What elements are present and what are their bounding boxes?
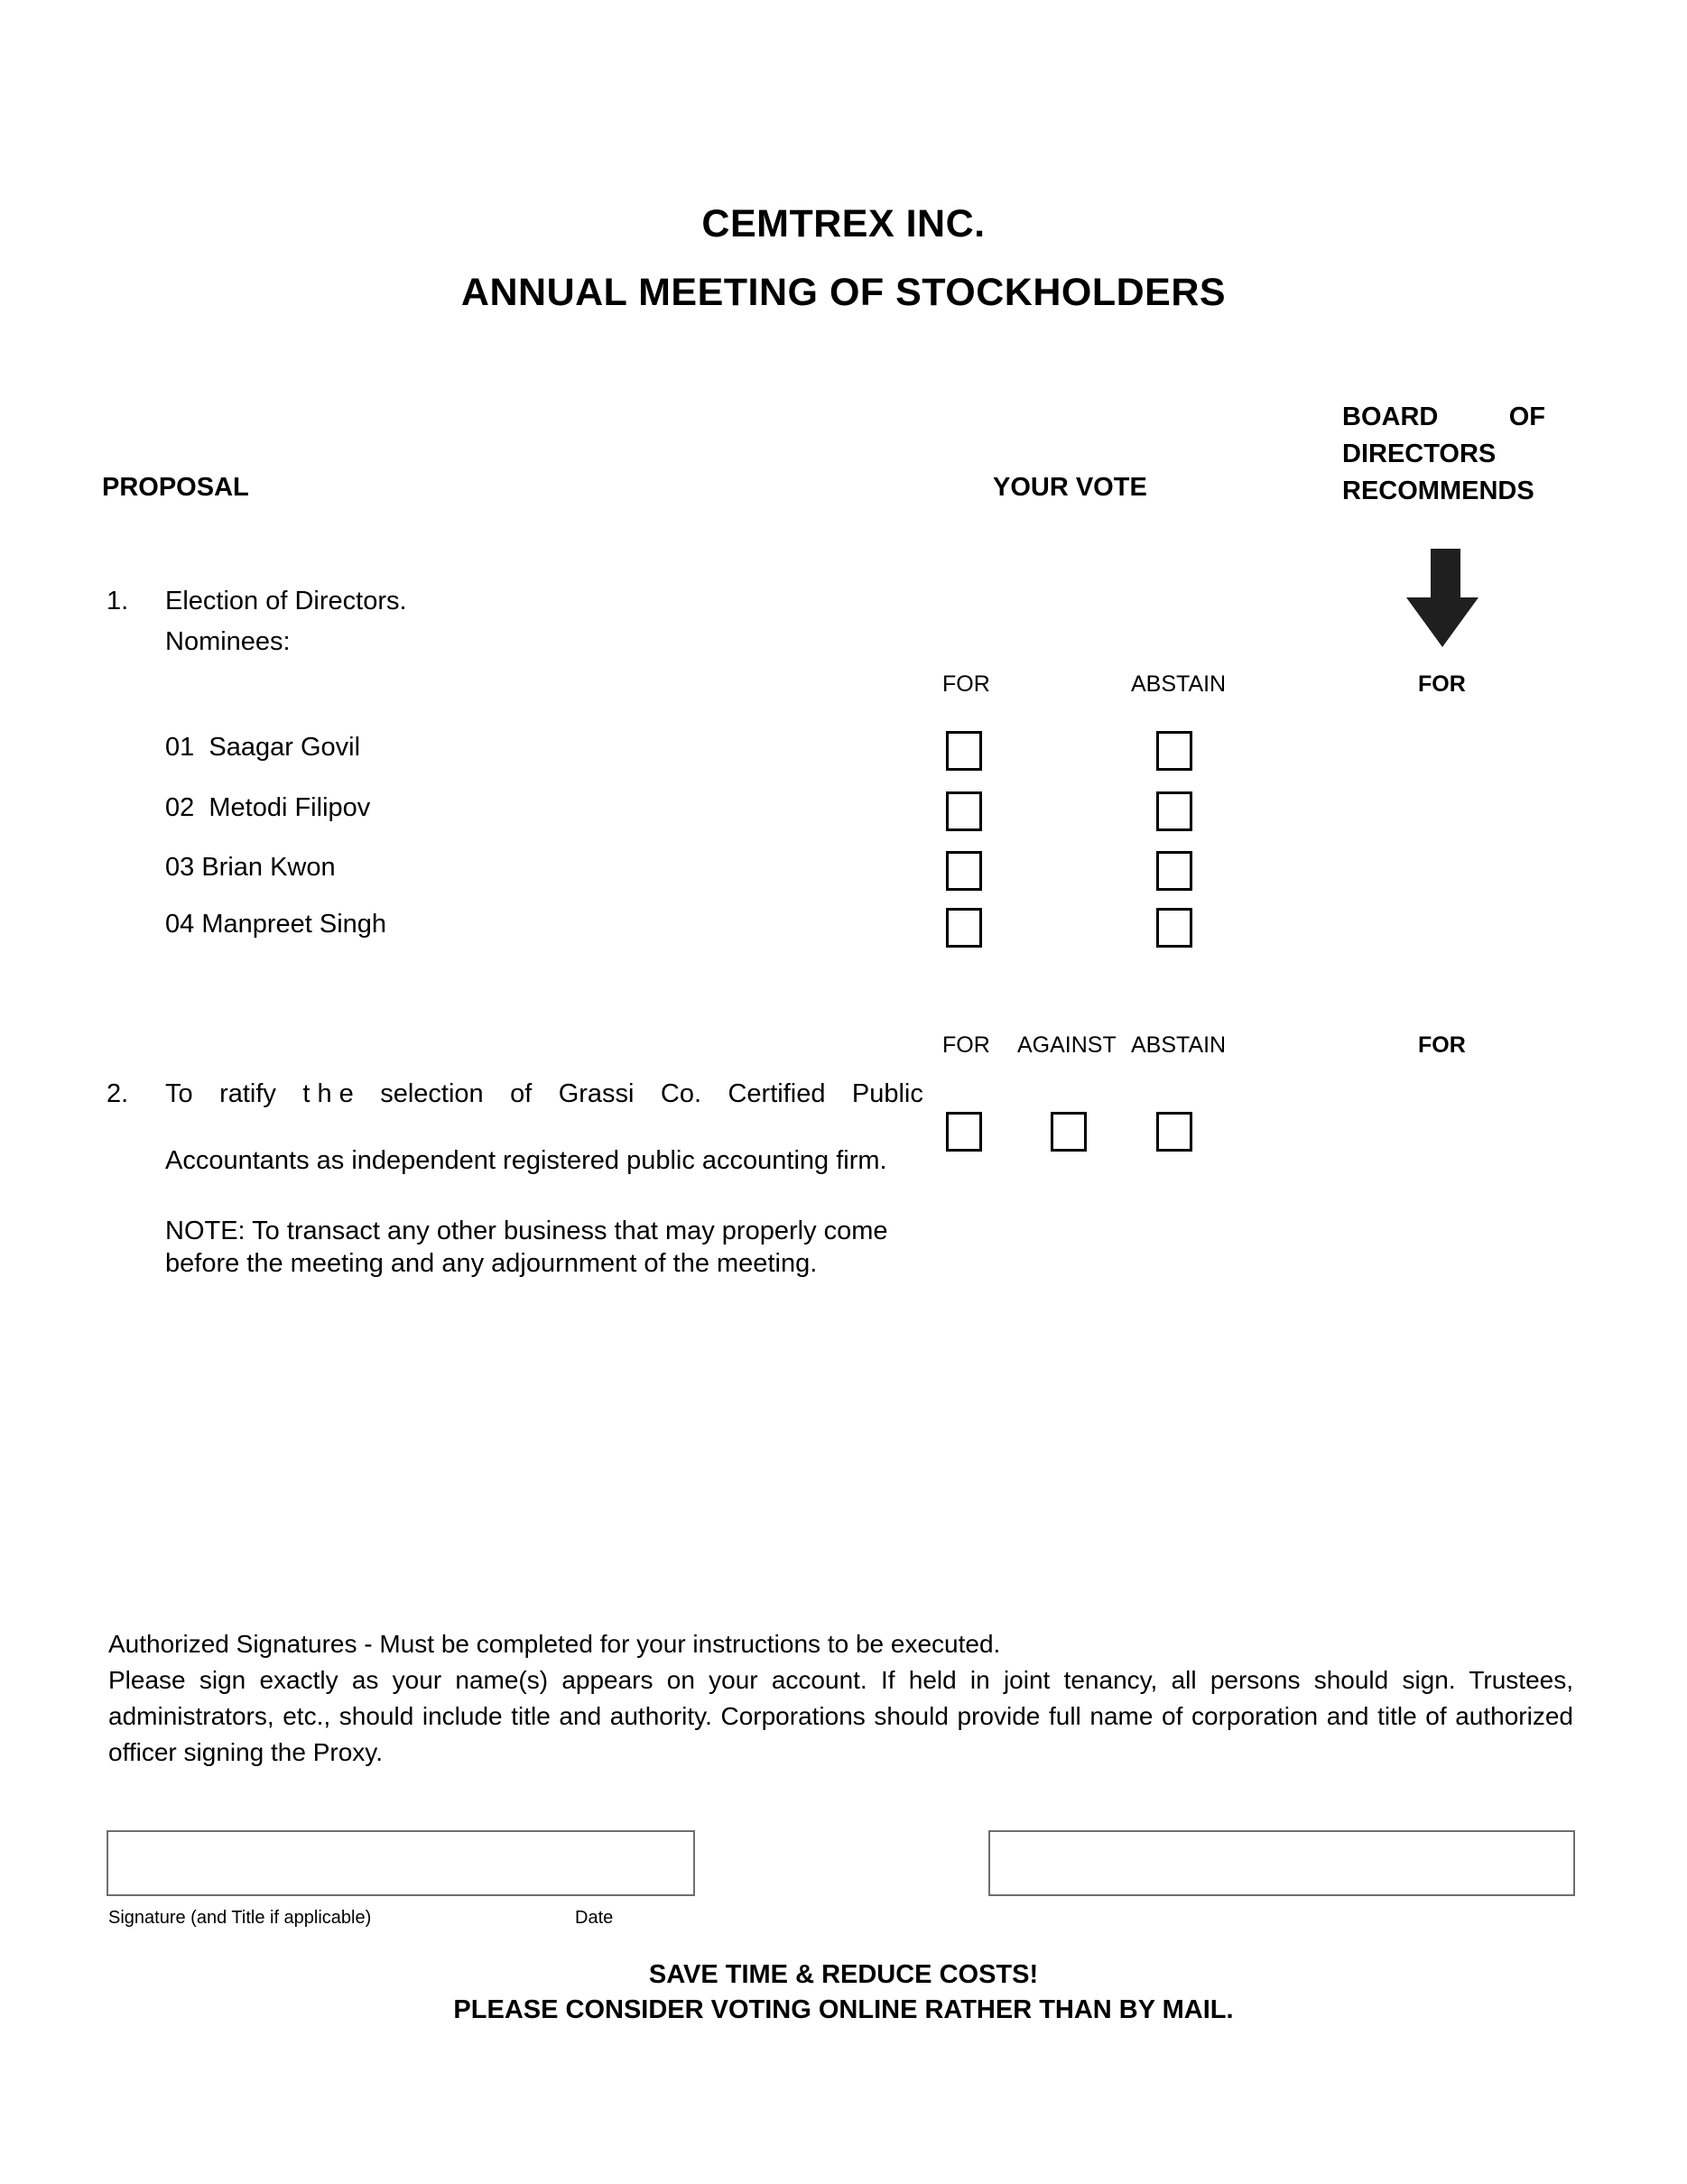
word: Public — [851, 1079, 923, 1108]
nominee-label-2: 02 Metodi Filipov — [165, 793, 371, 822]
authorized-signatures-heading: Authorized Signatures - Must be completed for your instructions to be executed. — [108, 1630, 1001, 1658]
word: To — [165, 1079, 193, 1108]
nominee2-for-checkbox[interactable] — [946, 791, 982, 831]
signing-instructions-line2: administrators, etc., should include title and authority. Corporations should provide full name of corporation and title of authorized — [108, 1702, 1573, 1730]
nominee4-abstain-checkbox[interactable] — [1156, 908, 1192, 948]
word: Grassi — [558, 1079, 635, 1108]
nominee4-for-checkbox[interactable] — [946, 908, 982, 948]
proposal1-title: Election of Directors. — [165, 587, 407, 615]
proposal-column-header: PROPOSAL — [102, 473, 249, 502]
footer-save-time-line: SAVE TIME & REDUCE COSTS! — [648, 1960, 1039, 1989]
word: ratify — [219, 1079, 276, 1108]
signature-input-box-1[interactable] — [107, 1830, 695, 1896]
p2-against-column-label: AGAINST — [1017, 1032, 1117, 1058]
board-recommends-header — [1342, 399, 1545, 510]
nominee-label-3: 03 Brian Kwon — [165, 853, 336, 882]
signing-instructions-line3: officer signing the Proxy. — [108, 1738, 384, 1766]
nominee1-for-checkbox[interactable] — [946, 731, 982, 771]
down-arrow-svg — [1406, 547, 1478, 648]
note-line1: NOTE: To transact any other business that may properly come — [165, 1217, 888, 1245]
nominee3-abstain-checkbox[interactable] — [1156, 851, 1192, 891]
proposal2-number: 2. — [107, 1079, 129, 1108]
meeting-title: ANNUAL MEETING OF STOCKHOLDERS — [460, 271, 1227, 314]
p1-board-recommendation: FOR — [1418, 671, 1466, 697]
proposal1-subtitle: Nominees: — [165, 627, 291, 656]
p2-for-checkbox[interactable] — [946, 1112, 982, 1152]
board-recommends-line2: DIRECTORS — [1342, 440, 1497, 468]
p2-against-checkbox[interactable] — [1051, 1112, 1087, 1152]
proposal2-text-line1 — [165, 1079, 923, 1109]
board-recommends-line1 — [1342, 399, 1545, 436]
nominee2-abstain-checkbox[interactable] — [1156, 791, 1192, 831]
p2-board-recommendation: FOR — [1418, 1032, 1466, 1058]
p1-abstain-column-label: ABSTAIN — [1131, 671, 1227, 697]
down-arrow-shape — [1406, 549, 1478, 647]
p2-for-column-label: FOR — [942, 1032, 990, 1058]
p2-abstain-column-label: ABSTAIN — [1131, 1032, 1227, 1058]
word: selection — [380, 1079, 484, 1108]
nominee1-abstain-checkbox[interactable] — [1156, 731, 1192, 771]
nominee3-for-checkbox[interactable] — [946, 851, 982, 891]
signature-label: Signature (and Title if applicable) — [108, 1908, 372, 1928]
word: OF — [1508, 403, 1545, 431]
p1-for-column-label: FOR — [942, 671, 990, 697]
your-vote-column-header: YOUR VOTE — [993, 473, 1147, 502]
date-label: Date — [575, 1908, 614, 1928]
signing-instructions-line1: Please sign exactly as your name(s) appears on your account. If held in joint tenancy, all persons should sign. Trustees, — [108, 1666, 1573, 1694]
word: t h e — [302, 1079, 354, 1108]
proposal1-number: 1. — [107, 587, 129, 615]
nominee-label-4: 04 Manpreet Singh — [165, 910, 387, 939]
nominee-label-1: 01 Saagar Govil — [165, 733, 361, 762]
note-line2: before the meeting and any adjournment of the meeting. — [165, 1249, 818, 1278]
company-title: CEMTREX INC. — [701, 202, 986, 245]
word: Co. — [660, 1079, 702, 1108]
signature-input-box-2[interactable] — [988, 1830, 1575, 1896]
board-recommends-line3: RECOMMENDS — [1342, 477, 1534, 505]
p2-abstain-checkbox[interactable] — [1156, 1112, 1192, 1152]
word: Certified — [728, 1079, 826, 1108]
word: BOARD — [1342, 403, 1439, 431]
word: of — [510, 1079, 533, 1108]
footer-vote-online-line: PLEASE CONSIDER VOTING ONLINE RATHER THAN BY MAIL. — [453, 1995, 1234, 2024]
down-arrow-icon — [1406, 547, 1478, 648]
proposal2-text-line2: Accountants as independent registered public accounting firm. — [165, 1146, 887, 1175]
